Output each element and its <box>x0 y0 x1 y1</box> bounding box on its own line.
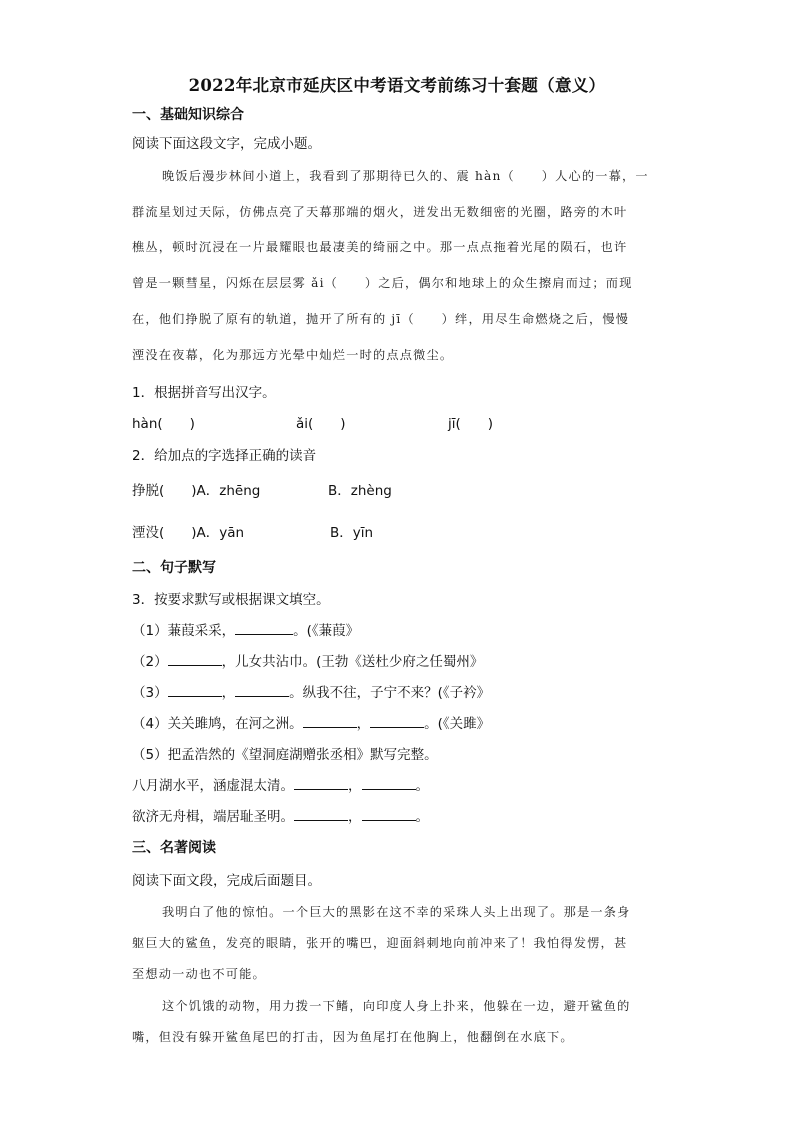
section1-heading: 一、基础知识综合 <box>132 107 244 123</box>
recite-item-5b <box>132 805 429 825</box>
recite-item-4 <box>132 712 490 732</box>
recite-text: ， <box>356 716 371 732</box>
answer-blank[interactable] <box>370 713 424 728</box>
recite-text: 。(《蒹葭》 <box>293 623 360 639</box>
answer-blank[interactable] <box>294 806 348 821</box>
recite-text: （1）蒹葭采采， <box>132 623 236 639</box>
answer-blank[interactable] <box>362 806 416 821</box>
recite-text: ，儿女共沾巾。(王勃《送杜少府之任蜀州》 <box>221 654 484 670</box>
document-title: 2022年北京市延庆区中考语文考前练习十套题（意义） <box>188 76 606 95</box>
recite-text: 八月湖水平，涵虚混太清。 <box>132 778 294 794</box>
q2-option-row-1-b: B．zhèng <box>328 483 392 499</box>
q2-option-row-1-a: 挣脱( )A．zhēng <box>132 483 261 499</box>
recite-item-2 <box>132 650 483 670</box>
recite-text: （2） <box>132 654 168 670</box>
pinyin-item-ai: ǎi( ) <box>296 416 346 432</box>
answer-blank[interactable] <box>303 713 357 728</box>
answer-blank[interactable] <box>362 775 416 790</box>
passage2-line: 躯巨大的鲨鱼，发亮的眼睛，张开的嘴巴，迎面斜刺地向前冲来了！我怕得发愣，甚 <box>132 936 628 950</box>
recite-text: ， <box>348 809 362 825</box>
q2-option-row-2-a: 湮没( )A．yān <box>132 525 245 541</box>
recite-text: 。 <box>415 809 429 825</box>
passage1-line: 曾是一颗彗星，闪烁在层层雾 ǎi（ ）之后，偶尔和地球上的众生擦肩而过；而现 <box>132 276 633 290</box>
recite-text: ， <box>348 778 362 794</box>
passage1-line: 群流星划过天际，仿佛点亮了天幕那端的烟火，迸发出无数细密的光圈，路旁的木叶 <box>132 205 628 219</box>
recite-text: 。(《关雎》 <box>424 716 491 732</box>
passage1-line: 樵丛，顿时沉浸在一片最耀眼也最凄美的绮丽之中。那一点点拖着光尾的陨石，也许 <box>132 240 628 254</box>
recite-text: 。纵我不往，子宁不来？(《子衿》 <box>289 685 491 701</box>
answer-blank[interactable] <box>294 775 348 790</box>
answer-blank[interactable] <box>168 651 222 666</box>
recite-text: ， <box>221 685 236 701</box>
question-2-stem: 2．给加点的字选择正确的读音 <box>132 448 317 464</box>
section1-intro: 阅读下面这段文字，完成小题。 <box>132 136 321 152</box>
section3-heading: 三、名著阅读 <box>132 840 216 856</box>
q2-option-row-2-b: B．yīn <box>330 525 374 541</box>
pinyin-item-han: hàn( ) <box>132 416 195 432</box>
answer-blank[interactable] <box>168 682 222 697</box>
question-3-stem: 3．按要求默写或根据课文填空。 <box>132 592 330 608</box>
passage1-line: 晚饭后漫步林间小道上，我看到了那期待已久的、震 hàn（ ）人心的一幕，一 <box>162 169 649 183</box>
passage2-line: 这个饥饿的动物，用力拨一下鳍，向印度人身上扑来，他躲在一边，避开鲨鱼的 <box>162 999 631 1013</box>
recite-item-5a <box>132 774 429 794</box>
recite-item-1 <box>132 619 359 639</box>
answer-blank[interactable] <box>235 682 289 697</box>
pinyin-item-ji: jī( ) <box>448 416 494 432</box>
passage2-line: 我明白了他的惊怕。一个巨大的黑影在这不幸的采珠人头上出现了。那是一条身 <box>162 905 631 919</box>
passage1-line: 湮没在夜幕，化为那远方光晕中灿烂一时的点点微尘。 <box>132 348 454 362</box>
section3-intro: 阅读下面文段，完成后面题目。 <box>132 873 321 889</box>
recite-text: 欲济无舟楫，端居耻圣明。 <box>132 809 294 825</box>
answer-blank[interactable] <box>235 620 293 635</box>
passage2-line: 嘴，但没有躲开鲨鱼尾巴的打击，因为鱼尾打在他胸上，他翻倒在水底下。 <box>132 1030 574 1044</box>
recite-item-3 <box>132 681 490 701</box>
recite-item-5: （5）把孟浩然的《望洞庭湖赠张丞相》默写完整。 <box>132 747 438 763</box>
section2-heading: 二、句子默写 <box>132 560 216 576</box>
recite-text: （4）关关雎鸠，在河之洲。 <box>132 716 303 732</box>
recite-text: （3） <box>132 685 168 701</box>
recite-text: 。 <box>415 778 429 794</box>
passage1-line: 在，他们挣脱了原有的轨道，抛开了所有的 jī（ ）绊，用尽生命燃烧之后，慢慢 <box>132 312 630 326</box>
question-1-stem: 1．根据拼音写出汉字。 <box>132 385 276 401</box>
passage2-line: 至想动一动也不可能。 <box>132 967 266 981</box>
